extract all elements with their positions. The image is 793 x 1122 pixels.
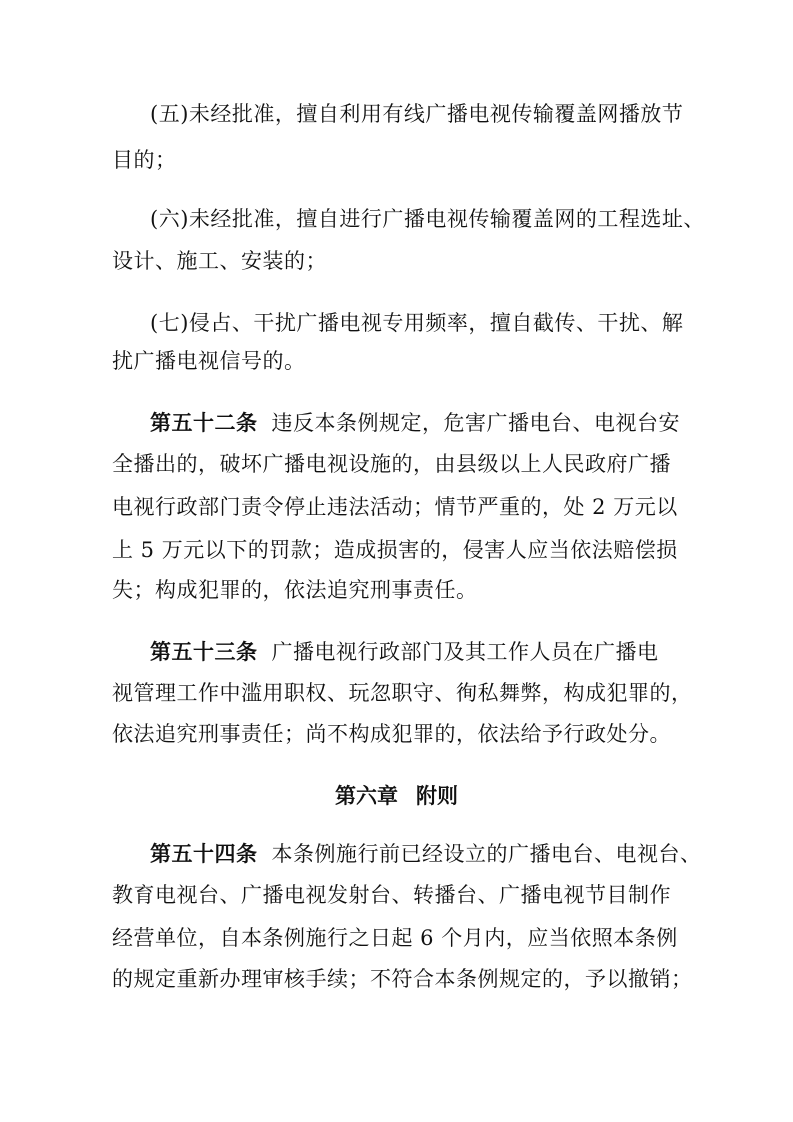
item-7-line-2: 扰广播电视信号的。 bbox=[112, 349, 306, 373]
article-53-line-3: 依法追究刑事责任；尚不构成犯罪的，依法给予行政处分。 bbox=[112, 722, 671, 746]
article-54-line-4: 的规定重新办理审核手续；不符合本条例规定的，予以撤销； bbox=[112, 967, 693, 991]
article-52-text-1: 违反本条例规定，危害广播电台、电视台安 bbox=[271, 411, 680, 435]
article-54-number: 第五十四条 bbox=[150, 842, 258, 866]
article-52-line-5: 失；构成犯罪的，依法追究刑事责任。 bbox=[112, 578, 478, 602]
article-54-line-3: 经营单位，自本条例施行之日起 6 个月内，应当依照本条例 bbox=[112, 926, 678, 950]
article-54-text-1: 本条例施行前已经设立的广播电台、电视台、 bbox=[271, 842, 702, 866]
article-52-number: 第五十二条 bbox=[150, 411, 258, 435]
article-53-text-1: 广播电视行政部门及其工作人员在广播电 bbox=[271, 640, 659, 664]
article-52-line-3: 电视行政部门责令停止违法活动；情节严重的，处 2 万元以 bbox=[112, 495, 678, 519]
article-53-number: 第五十三条 bbox=[150, 640, 258, 664]
chapter-6-heading bbox=[0, 781, 793, 811]
item-7-line-1: (七)侵占、干扰广播电视专用频率，擅自截传、干扰、解 bbox=[150, 311, 684, 335]
item-5-line-1: (五)未经批准，擅自利用有线广播电视传输覆盖网播放节 bbox=[150, 102, 684, 126]
chapter-6-number: 第六章 bbox=[335, 784, 398, 808]
item-5-line-2: 目的； bbox=[112, 148, 177, 172]
item-6-line-2: 设计、施工、安装的； bbox=[112, 249, 327, 273]
article-53-line-1 bbox=[150, 637, 730, 667]
item-6-line-1: (六)未经批准，擅自进行广播电视传输覆盖网的工程选址、 bbox=[150, 207, 705, 231]
article-52-line-4: 上 5 万元以下的罚款；造成损害的，侵害人应当依法赔偿损 bbox=[112, 538, 678, 562]
article-52-line-2: 全播出的，破坏广播电视设施的，由县级以上人民政府广播 bbox=[112, 452, 671, 476]
chapter-6-title: 附则 bbox=[416, 784, 458, 808]
article-54-line-1 bbox=[150, 839, 730, 869]
article-52-line-1 bbox=[150, 408, 730, 438]
article-54-line-2: 教育电视台、广播电视发射台、转播台、广播电视节目制作 bbox=[112, 883, 671, 907]
article-53-line-2: 视管理工作中滥用职权、玩忽职守、徇私舞弊，构成犯罪的， bbox=[112, 681, 693, 705]
